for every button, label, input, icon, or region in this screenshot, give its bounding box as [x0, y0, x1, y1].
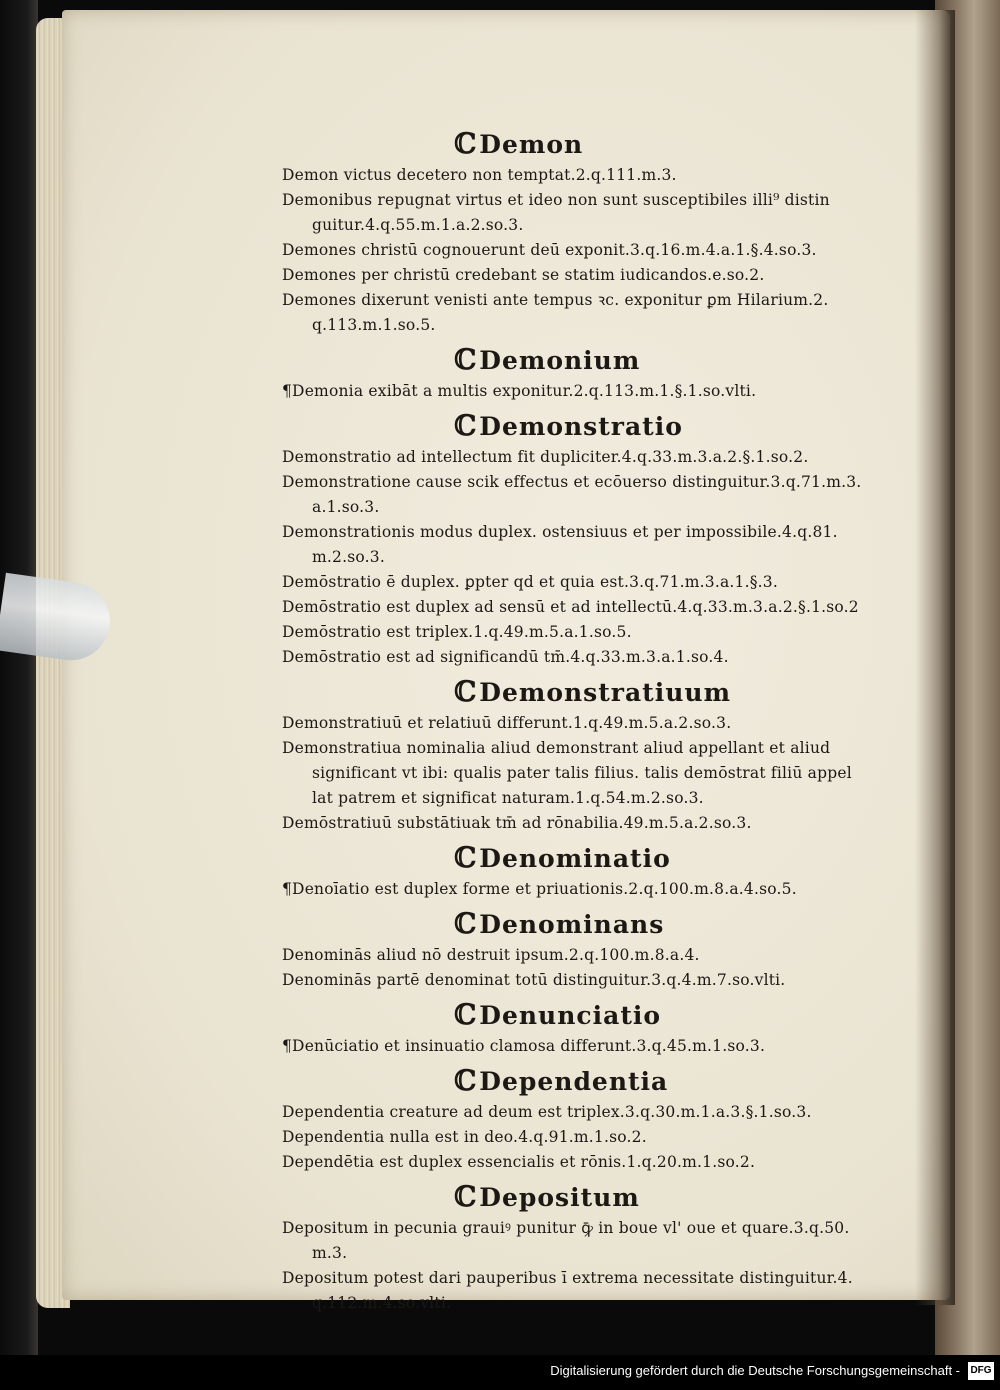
- paragraph-mark-icon: ℂ: [454, 998, 478, 1031]
- section-heading: [454, 1179, 914, 1216]
- page-gutter-shadow: [915, 10, 955, 1305]
- page-text-block: [282, 122, 914, 1316]
- entry-line: q.112.m.4.so.vlti.: [312, 1294, 452, 1312]
- entry-line: Demōstratio est duplex ad sensū et ad intellectū.4.q.33.m.3.a.2.§.1.so.2: [282, 598, 859, 616]
- entry-line: ¶Denūciatio et insinuatio clamosa differunt.3.q.45.m.1.so.3.: [282, 1037, 766, 1055]
- entry-line: Demones christū cognouerunt deū exponit.3.q.16.m.4.a.1.§.4.so.3.: [282, 241, 817, 259]
- section-heading: [454, 126, 914, 163]
- section-heading-text: Denominans: [479, 910, 665, 939]
- entry-line: Depositum in pecunia grauiꝰ punitur ꝙ̄ in boue vl' oue et quare.3.q.50.: [282, 1219, 850, 1237]
- paragraph-mark-icon: ℂ: [454, 841, 478, 874]
- entry-line: Demonstratio ad intellectum fit dupliciter.4.q.33.m.3.a.2.§.1.so.2.: [282, 448, 809, 466]
- dfg-logo: DFG: [968, 1362, 994, 1380]
- paragraph-mark-icon: ℂ: [454, 907, 478, 940]
- left-cover: [0, 0, 38, 1355]
- entry-line: Demōstratio est ad significandū tm̄.4.q.33.m.3.a.1.so.4.: [282, 648, 729, 666]
- entry-line: Demonstratiuū et relatiuū differunt.1.q.49.m.5.a.2.so.3.: [282, 714, 732, 732]
- section-heading-text: Demonium: [479, 346, 641, 375]
- section-heading: [454, 906, 914, 943]
- section-heading-text: Denunciatio: [479, 1001, 662, 1030]
- section-heading: [454, 840, 914, 877]
- entry-line: Demōstratio ē duplex. ꝑpter qd et quia est.3.q.71.m.3.a.1.§.3.: [282, 573, 778, 591]
- section-heading: [454, 674, 914, 711]
- entry-line: Dependentia nulla est in deo.4.q.91.m.1.so.2.: [282, 1128, 647, 1146]
- paragraph-mark-icon: ℂ: [454, 343, 478, 376]
- section-heading: [454, 1063, 914, 1100]
- section-heading-text: Denominatio: [479, 844, 671, 873]
- paragraph-mark-icon: ℂ: [454, 1064, 478, 1097]
- section-heading-text: Dependentia: [479, 1067, 669, 1096]
- entry-line: Dependētia est duplex essencialis et rōnis.1.q.20.m.1.so.2.: [282, 1153, 756, 1171]
- entry-line: Demonstrationis modus duplex. ostensiuus et per impossibile.4.q.81.: [282, 523, 838, 541]
- entry-line: Demones dixerunt venisti ante tempus ꝛc. exponitur ꝑm Hilarium.2.: [282, 291, 829, 309]
- section-heading-text: Demonstratiuum: [479, 678, 732, 707]
- entry-line: ¶Demonia exibāt a multis exponitur.2.q.113.m.1.§.1.so.vlti.: [282, 382, 757, 400]
- entry-line: Demonibus repugnat virtus et ideo non sunt susceptibiles illi⁹ distin: [282, 191, 830, 209]
- funding-notice: Digitalisierung gefördert durch die Deutsche Forschungsgemeinschaft -: [550, 1363, 960, 1378]
- entry-line: Depositum potest dari pauperibus ī extrema necessitate distinguitur.4.: [282, 1269, 853, 1287]
- entry-line: ¶Denoīatio est duplex forme et priuationis.2.q.100.m.8.a.4.so.5.: [282, 880, 797, 898]
- entry-line: lat patrem et significat naturam.1.q.54.m.2.so.3.: [312, 789, 704, 807]
- section-heading: [454, 342, 914, 379]
- section-heading-text: Demon: [479, 130, 584, 159]
- paragraph-mark-icon: ℂ: [454, 675, 478, 708]
- entry-line: Demōstratio est triplex.1.q.49.m.5.a.1.so.5.: [282, 623, 632, 641]
- footer-bar: [0, 1355, 1000, 1390]
- entry-line: Demones per christū credebant se statim iudicandos.e.so.2.: [282, 266, 765, 284]
- entry-line: significant vt ibi: qualis pater talis filius. talis demōstrat filiū appel: [312, 764, 852, 782]
- entry-line: Dependentia creature ad deum est triplex.3.q.30.m.1.a.3.§.1.so.3.: [282, 1103, 812, 1121]
- section-heading: [454, 997, 914, 1034]
- entry-line: Denominās partē denominat totū distinguitur.3.q.4.m.7.so.vlti.: [282, 971, 786, 989]
- section-heading-text: Depositum: [479, 1183, 640, 1212]
- paragraph-mark-icon: ℂ: [454, 409, 478, 442]
- entry-line: Denominās aliud nō destruit ipsum.2.q.100.m.8.a.4.: [282, 946, 700, 964]
- entry-line: guitur.4.q.55.m.1.a.2.so.3.: [312, 216, 524, 234]
- paragraph-mark-icon: ℂ: [454, 1180, 478, 1213]
- entry-line: q.113.m.1.so.5.: [312, 316, 436, 334]
- section-heading-text: Demonstratio: [479, 412, 683, 441]
- entry-line: Demonstratiua nominalia aliud demonstrant aliud appellant et aliud: [282, 739, 831, 757]
- entry-line: Demōstratiuū substātiuak tm̄ ad rōnabilia.49.m.5.a.2.so.3.: [282, 814, 752, 832]
- entry-line: m.2.so.3.: [312, 548, 385, 566]
- entry-line: Demon victus decetero non temptat.2.q.111.m.3.: [282, 166, 677, 184]
- paragraph-mark-icon: ℂ: [454, 127, 478, 160]
- entry-line: Demonstratione cause scik effectus et ecōuerso distinguitur.3.q.71.m.3.: [282, 473, 862, 491]
- section-heading: [454, 408, 914, 445]
- entry-line: m.3.: [312, 1244, 348, 1262]
- entry-line: a.1.so.3.: [312, 498, 380, 516]
